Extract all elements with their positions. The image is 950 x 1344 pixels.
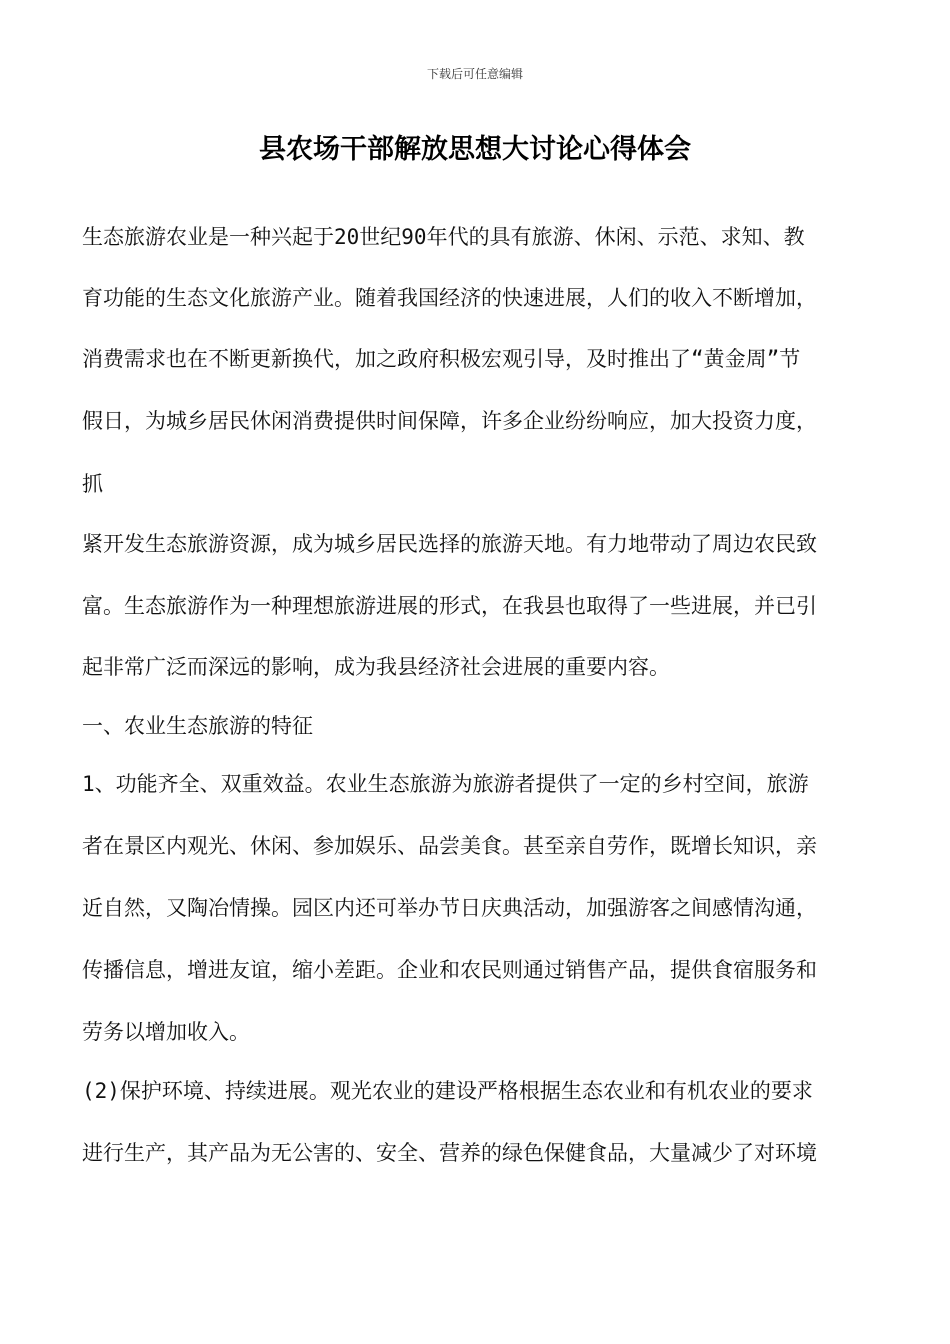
body-line: 进行生产，其产品为无公害的、安全、营养的绿色保健食品，大量减少了对环境: [82, 1141, 817, 1165]
body-line: 育功能的生态文化旅游产业。随着我国经济的快速进展，人们的收入不断增加，: [82, 286, 817, 310]
body-line: 消费需求也在不断更新换代，加之政府积极宏观引导，及时推出了“黄金周”节: [82, 347, 801, 371]
body-line: 者在景区内观光、休闲、参加娱乐、品尝美食。甚至亲自劳作，既增长知识，亲: [82, 834, 817, 858]
body-line: 抓: [82, 472, 103, 496]
body-line: 劳务以增加收入。: [82, 1020, 250, 1044]
document-title: 县农场干部解放思想大讨论心得体会: [259, 134, 691, 165]
body-line: 近自然，又陶冶情操。园区内还可举办节日庆典活动，加强游客之间感情沟通，: [82, 896, 817, 920]
body-line: 紧开发生态旅游资源，成为城乡居民选择的旅游天地。有力地带动了周边农民致: [82, 532, 817, 556]
body-line: 传播信息，增进友谊，缩小差距。企业和农民则通过销售产品，提供食宿服务和: [82, 958, 817, 982]
body-line: 1、功能齐全、双重效益。农业生态旅游为旅游者提供了一定的乡村空间，旅游: [82, 772, 809, 796]
section-heading: 一、农业生态旅游的特征: [82, 714, 313, 738]
body-line: 假日，为城乡居民休闲消费提供时间保障，许多企业纷纷响应，加大投资力度，: [82, 409, 817, 433]
body-line: 起非常广泛而深远的影响，成为我县经济社会进展的重要内容。: [82, 655, 670, 679]
header-note: 下载后可任意编辑: [426, 67, 523, 81]
body-line: 生态旅游农业是一种兴起于20世纪90年代的具有旅游、休闲、示范、求知、教: [82, 225, 805, 249]
body-line: 富。生态旅游作为一种理想旅游进展的形式，在我县也取得了一些进展，并已引: [82, 594, 817, 618]
body-line: (2)保护环境、持续进展。观光农业的建设严格根据生态农业和有机农业的要求: [82, 1079, 813, 1103]
